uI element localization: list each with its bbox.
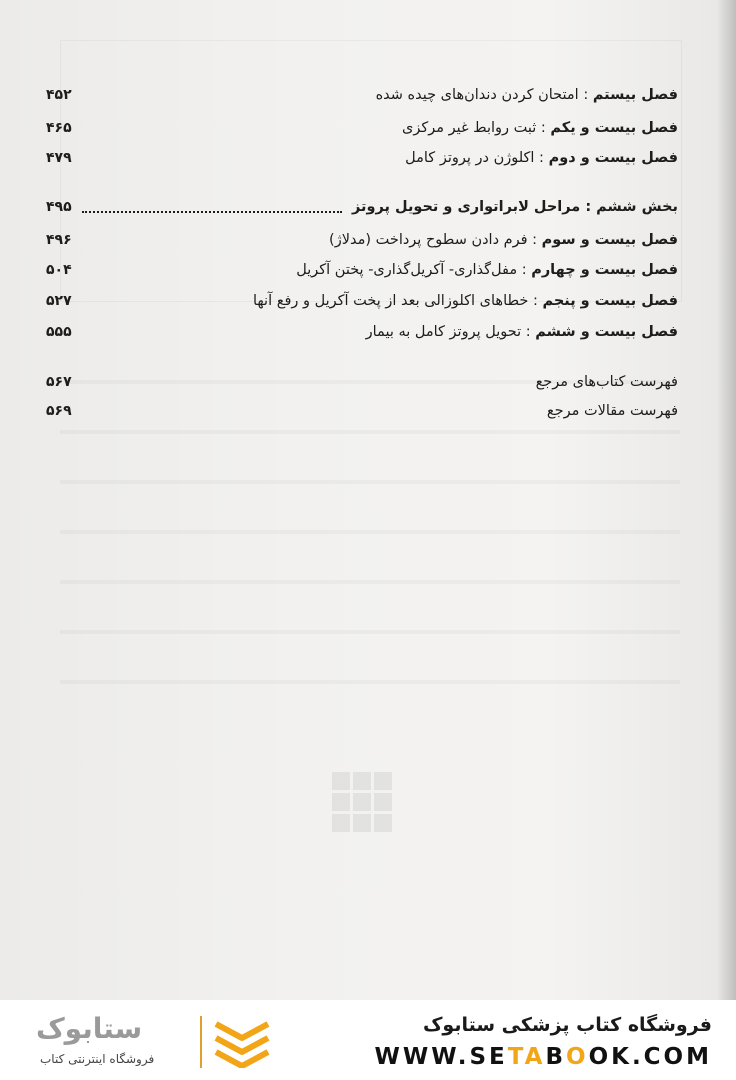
toc-entry — [46, 321, 678, 343]
toc-entry-page: ۴۷۹ — [46, 150, 72, 166]
toc-entry-page: ۵۰۴ — [46, 262, 72, 278]
toc-entry-title: فصل بیست و چهارم : مفل‌گذاری- آکریل‌گذاری- پختن آکریل — [296, 262, 678, 278]
page-edge-shadow — [716, 0, 736, 1000]
toc-entry-page: ۴۹۵ — [46, 199, 72, 215]
toc-entry — [46, 229, 678, 251]
toc-entry — [46, 147, 678, 169]
store-name: فروشگاه کتاب پزشکی ستابوک — [422, 1014, 712, 1036]
toc-section-heading — [46, 196, 678, 218]
logo-divider — [200, 1016, 202, 1068]
toc-entry — [46, 259, 678, 281]
toc-section-title: بخش ششم : مراحل لابراتواری و تحویل پروتز — [352, 199, 678, 215]
toc-entry-title: فهرست کتاب‌های مرجع — [535, 374, 678, 390]
toc-entry-title: فصل بیست و پنجم : خطاهای اکلوزالی بعد از پخت آکریل و رفع آنها — [252, 293, 678, 309]
toc-entry — [46, 371, 678, 393]
toc-entry-title: فصل بیست و سوم : فرم دادن سطوح پرداخت (مدلاژ) — [329, 232, 678, 248]
logo-wordmark: ستابوک — [36, 1012, 143, 1045]
toc-entry-page: ۵۵۵ — [46, 324, 72, 340]
toc-entry-page: ۴۹۶ — [46, 232, 72, 248]
toc-entry-title: فصل بیست و یکم : ثبت روابط غیر مرکزی — [401, 120, 678, 136]
toc-entry-page: ۵۲۷ — [46, 293, 72, 309]
logo-tagline: فروشگاه اینترنتی کتاب — [40, 1052, 155, 1066]
toc-entry-page: ۵۶۷ — [46, 374, 72, 390]
toc-entry-title: فصل بیست و ششم : تحویل پروتز کامل به بیمار — [365, 324, 678, 340]
toc-entry-title: فهرست مقالات مرجع — [546, 403, 678, 419]
toc-entry — [46, 290, 678, 312]
toc-entry — [46, 84, 678, 106]
toc-entry — [46, 117, 678, 139]
toc-entry — [46, 400, 678, 422]
toc-entry-title: فصل بیستم : امتحان کردن دندان‌های چیده شده — [375, 87, 678, 103]
toc-entry-title: فصل بیست و دوم : اکلوژن در پروتز کامل — [405, 150, 678, 166]
toc-entry-page: ۴۵۲ — [46, 87, 72, 103]
dot-leader — [82, 201, 342, 213]
toc-entry-page: ۴۶۵ — [46, 120, 72, 136]
bleed-through-logo — [330, 770, 394, 834]
store-banner — [0, 1000, 736, 1080]
book-stack-icon — [212, 1016, 272, 1068]
toc-entry-page: ۵۶۹ — [46, 403, 72, 419]
store-url[interactable]: WWW.SETABOOK.COM — [374, 1044, 712, 1070]
